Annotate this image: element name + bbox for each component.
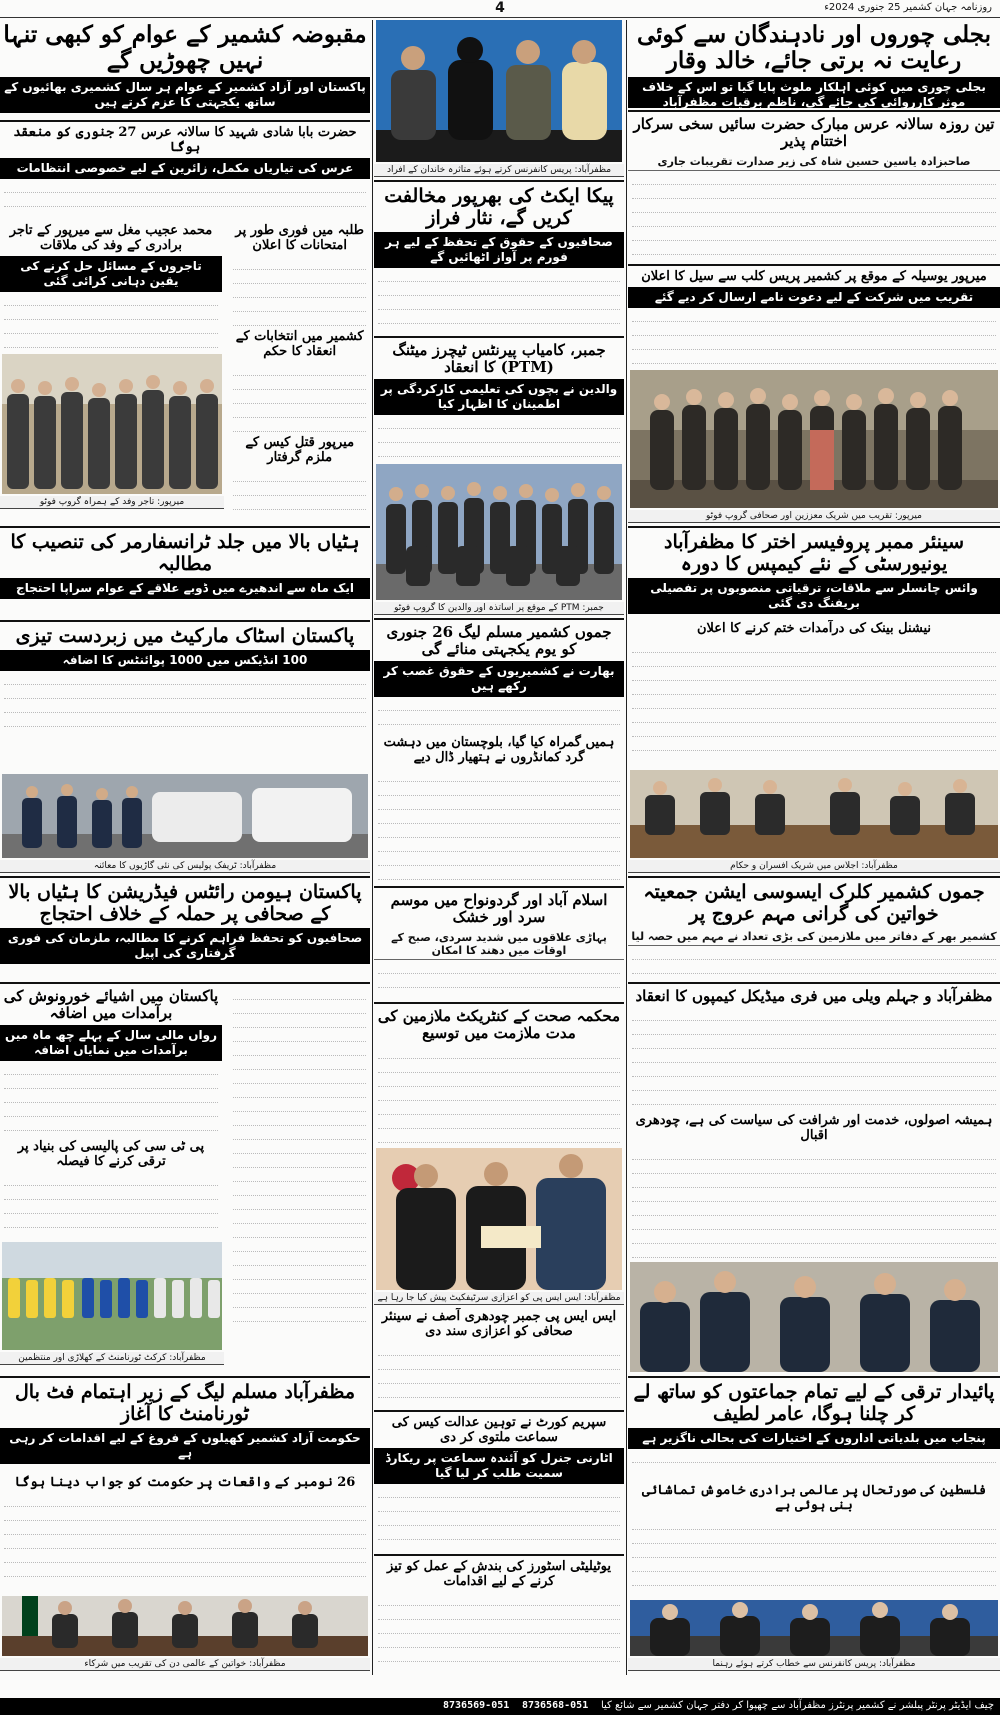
headline: ہمیشہ اصولوں، خدمت اور شرافت کی سیاست کی ہے، چودھری اقبال [635,1113,993,1143]
headline: جموں کشمیر مسلم لیگ 26 جنوری کو یوم یکجہتی منائے گی [386,623,612,659]
article-body [374,270,624,334]
article [0,986,222,1136]
sub-headline: وائس چانسلر سے ملاقات، ترقیاتی منصوبوں پر تفصیلی بریفنگ دی گئی [628,578,1000,614]
headline: مظفرآباد مسلم لیگ کے زیر اہتمام فٹ بال ٹورنامنٹ کا آغاز [15,1381,355,1425]
column-rule [372,20,373,1675]
article [0,20,370,118]
sub-headline: 100 انڈیکس میں 1000 پوائنٹس کا اضافہ [0,650,370,671]
masthead [0,0,1000,18]
photo-caption: مظفرآباد: ٹریفک پولیس کی نئی گاڑیوں کا معائنہ [0,860,370,873]
article-body [229,258,370,326]
sub-headline: تقریب میں شرکت کے لیے دعوت نامے ارسال کر دیے گئے [628,287,1000,308]
sub-headline: حکومت آزاد کشمیر کھیلوں کے فروغ کے لیے اقدامات کر رہی ہے [0,1428,370,1464]
sub-headline: صحافیوں کو تحفظ فراہم کرنے کا مطالبہ، ملزمان کی فوری گرفتاری کی اپیل [0,928,370,964]
article [0,1380,370,1472]
divider [628,982,1000,984]
article-body [229,364,370,432]
headline: تین روزہ سالانہ عرس مبارک حضرت سائیں سخی سرکار اختتام پذیر [633,115,995,151]
sub-headline: بھارت نے کشمیریوں کے حقوق غصب کر رکھے ہیں [374,661,624,697]
group-photo [630,370,998,508]
article-body [229,988,370,1322]
sub-headline: رواں مالی سال کے پہلے چھ ماہ میں برآمدات میں نمایاں اضافہ [0,1025,222,1061]
article [628,1482,1000,1598]
article [628,268,1000,368]
headline: کشمیر میں انتخابات کے انعقاد کا حکم [235,328,364,359]
press-photo [630,1262,998,1372]
article [628,880,1000,980]
divider [628,264,1000,266]
article-body [374,962,624,1001]
column-rule [626,20,627,1675]
divider [0,526,370,528]
press-photo-image [630,1262,998,1372]
sub-headline: اٹارنی جنرل کو آئندہ سماعت پر ریکارڈ سمیت طلب کر لیا گیا [374,1448,624,1484]
article-body [628,310,1000,364]
headline: ہمیں گمراہ کیا گیا، بلوچستان میں دہشت گرد کمانڈروں نے ہتھیار ڈال دیے [383,735,615,765]
article-body [374,1486,624,1552]
ptm-photo [376,464,622,600]
article-body [628,1148,1000,1258]
article [628,530,1000,618]
right-column [628,20,1000,1675]
page-number: 4 [495,0,505,16]
headline: مظفرآباد و جہلم ویلی میں فری میڈیکل کیمپوں کا انعقاد [635,987,993,1005]
headline: محکمہ صحت کے کنٹریکٹ ملازمین کی مدت ملازمت میں توسیع [377,1007,621,1043]
headline: میرپور یوسیلہ کے موقع پر کشمیر پریس کلب سے سیل کا اعلان [641,269,987,284]
article-body [374,1344,624,1398]
cricket-photo-image [2,1242,222,1350]
article-body [0,294,222,348]
article [628,620,1000,768]
article-body [0,1495,370,1577]
divider [374,1410,624,1412]
article-body [628,1009,1000,1105]
article [0,530,370,618]
article [0,624,370,772]
article-body [0,1174,222,1228]
sub-headline: پہاڑی علاقوں میں شدید سردی، صبح کے اوقات میں دھند کا امکان [374,929,624,960]
sub-headline: ایک ماہ سے اندھیرے میں ڈوبے علاقے کے عوام سراپا احتجاج [0,578,370,599]
headline: جموں کشمیر کلرک ایسوسی ایشن جمعیتہ خواتین کی گرانی مہم عروج پر [643,881,985,925]
article [374,622,624,732]
left-column [0,20,370,1675]
headline: میرپور قتل کیس کے ملزم گرفتار [245,434,355,465]
article [374,1558,624,1675]
article-body [229,470,370,510]
sub-headline: پاکستان اور آزاد کشمیر کے عوام ہر سال کشمیری بھائیوں کے ساتھ یکجہتی کا عزم کرتے ہیں [0,77,370,113]
divider [374,886,624,888]
divider [628,1376,1000,1378]
photo-caption: میرپور: تاجر وفد کے ہمراہ گروپ فوٹو [0,496,224,509]
women-day-photo [2,1596,368,1656]
headline: حضرت بابا شادی شہید کا سالانہ عرس 27 جنوری کو منعقد ہوگا [13,125,357,155]
sub-headline: صاحبزادہ یاسین حسین شاہ کی زیر صدارت تقریبات جاری [628,153,1000,171]
divider [374,1554,624,1556]
police-photo [2,774,368,858]
headline: نیشنل بینک کی درآمدات ختم کرنے کا اعلان [696,621,932,636]
headline: ایس ایس پی جمبر چودھری آصف نے سینئر صحافی کو اعزازی سند دی [381,1309,617,1339]
sub-headline: عرس کی تیاریاں مکمل، زائرین کے لیے خصوصی انتظامات [0,158,370,179]
article [628,114,1000,262]
traders-photo-image [2,354,222,494]
photo-caption: مظفرآباد: پریس کانفرنس سے خطاب کرتے ہوئے رہنما [628,1658,1000,1671]
divider [374,618,624,620]
award-photo [376,1148,622,1290]
photo-caption: مظفرآباد: اجلاس میں شریک افسران و حکام [628,860,1000,873]
article [374,184,624,334]
article [374,1006,624,1146]
divider [374,1002,624,1004]
divider [628,876,1000,878]
headline: سپریم کورٹ نے توہین عدالت کیس کی سماعت ملتوی کر دی [391,1415,607,1445]
meeting-photo [630,770,998,858]
divider [0,120,370,122]
article-body [374,1047,624,1143]
photo-caption: جمبر: PTM کے موقع پر اساتذہ اور والدین کا گروپ فوٹو [374,602,624,615]
article-body [628,948,1000,974]
cricket-photo [2,1242,222,1350]
article [0,1474,370,1594]
article [0,1138,222,1238]
divider [0,620,370,622]
press-conference-photo [630,1600,998,1656]
headline: پیکا ایکٹ کی بھرپور مخالفت کریں گے، نثار فراز [384,185,614,229]
ptm-photo-image [376,464,622,600]
article [374,340,624,462]
article [0,124,370,220]
article-body [374,699,624,733]
headline: 26 نومبر کے واقعات پر حکومت کو جواب دینا ہوگا [14,1475,356,1490]
meeting-photo-image [630,770,998,858]
article [628,986,1000,1110]
article-body [628,641,1000,751]
headline: ہٹیاں بالا میں جلد ٹرانسفارمر کی تنصیب کا مطالبہ [10,531,360,575]
traders-photo [2,354,222,494]
article [628,20,1000,108]
imprint-text: چیف ایڈیٹر پرنٹر پبلشر نے کشمیر پرنٹرز مظفرآباد سے چھپوا کر دفتر جہان کشمیر سے شائع کیا [600,1700,994,1711]
phone-number: 051-8736568 [521,1700,589,1711]
article [628,1380,1000,1480]
women-day-image [2,1596,368,1656]
headline: اسلام آباد اور گردونواح میں موسم سرد اور خشک [390,891,608,927]
headline: فلسطین کی صورتحال پر عالمی برادری خاموش تماشائی بنی ہوئی ہے [642,1483,986,1513]
phone-number: 051-8736569 [443,1700,510,1711]
divider [374,180,624,182]
article [628,1112,1000,1260]
article-body [0,181,370,220]
middle-column [374,20,624,1675]
headline: جمبر، کامیاب پیرنٹس ٹیچرز میٹنگ (PTM) کا انعقاد [392,341,606,377]
sub-headline: پنجاب میں بلدیاتی اداروں کے اختیارات کی بحالی ناگزیر ہے [628,1428,1000,1449]
photo-caption: مظفرآباد: پریس کانفرنس کرتے ہوئے متاثرہ خاندان کے افراد [374,164,624,177]
divider [0,876,370,878]
photo-caption: مظفرآباد: کرکٹ ٹورنامنٹ کے کھلاڑی اور منتظمین [0,1352,224,1365]
headline: پاکستان اسٹاک مارکیٹ میں زبردست تیزی [15,625,355,647]
article [0,880,370,980]
article [374,1308,624,1408]
headline: پائیدار ترقی کے لیے تمام جماعتوں کو ساتھ لے کر چلنا ہوگا، عامر لطیف [633,1381,995,1425]
article-body [628,173,1000,263]
sub-headline: بجلی چوری میں کوئی اہلکار ملوث پایا گیا تو اس کے خلاف موثر کارروائی کی جائے گی، ناظم برقیات مظفرآباد [628,77,1000,108]
press-conference-image [630,1600,998,1656]
headline: مقبوضہ کشمیر کے عوام کو کبھی تنہا نہیں چھوڑیں گے [3,21,367,75]
date-line: روزنامہ جہان کشمیر 25 جنوری 2024ء [824,2,992,13]
divider [628,110,1000,112]
headline: بجلی چوروں اور نادہندگان سے کوئی رعایت نہ برتی جائے، خالد وقار [636,21,992,75]
headline: طلبہ میں فوری طور پر امتحانات کا اعلان [235,223,364,253]
family-photo [376,20,622,162]
article-body [628,1518,1000,1598]
photo-caption: مظفرآباد: خواتین کے عالمی دن کی تقریب میں شرکاء [0,1658,370,1671]
imprint-footer [0,1698,1000,1715]
article [374,890,624,1000]
headline: محمد عجیب مغل سے میرپور کے تاجر برادری کے وفد کی ملاقات [9,223,213,253]
sidebar-briefs [229,986,370,1374]
article-body [374,770,624,880]
sub-headline: کشمیر بھر کے دفاتر میں ملازمین کی بڑی تعداد نے مہم میں حصہ لیا [628,928,1000,946]
article-body [374,1594,624,1675]
divider [0,982,370,984]
headline: پی ٹی سی کی پالیسی کی بنیاد پر ترقی کرنے کا فیصلہ [17,1139,205,1169]
article [374,1414,624,1552]
article-body [0,115,370,118]
family-photo-image [376,20,622,162]
sub-headline: تاجروں کے مسائل حل کرنے کی یقین دہانی کرائی گئی [0,256,222,292]
sidebar-briefs [229,222,370,522]
divider [0,1376,370,1378]
divider [374,336,624,338]
sub-headline: والدین نے بچوں کی تعلیمی کارکردگی پر اطمینان کا اظہار کیا [374,379,624,415]
article-body [0,673,370,727]
article [0,222,222,352]
headline: یوٹیلیٹی اسٹورز کی بندش کے عمل کو تیز کرنے کے لیے اقدامات [386,1559,612,1589]
headline: پاکستان میں اشیائے خورونوش کی برآمدات میں اضافہ [3,987,219,1023]
headline: پاکستان ہیومن رائٹس فیڈریشن کا ہٹیاں بالا کے صحافی پر حملہ کے خلاف احتجاج [8,881,362,925]
divider [628,526,1000,528]
group-photo-image [630,370,998,508]
award-photo-image [376,1148,622,1290]
article [374,734,624,884]
photo-caption: میرپور: تقریب میں شریک معززین اور صحافی گروپ فوٹو [628,510,1000,523]
police-photo-image [2,774,368,858]
article-body [374,417,624,463]
headline: سینئر ممبر پروفیسر اختر کا مظفرآباد یونیورسٹی کے نئے کیمپس کا دورہ [663,531,964,575]
photo-caption: مظفرآباد: ایس ایس پی کو اعزازی سرٹیفکیٹ پیش کیا جا رہا ہے [374,1292,624,1305]
article-body [0,1063,222,1131]
article-body [628,1451,1000,1463]
sub-headline: صحافیوں کے حقوق کے تحفظ کے لیے ہر فورم پر آواز اٹھائیں گے [374,232,624,268]
